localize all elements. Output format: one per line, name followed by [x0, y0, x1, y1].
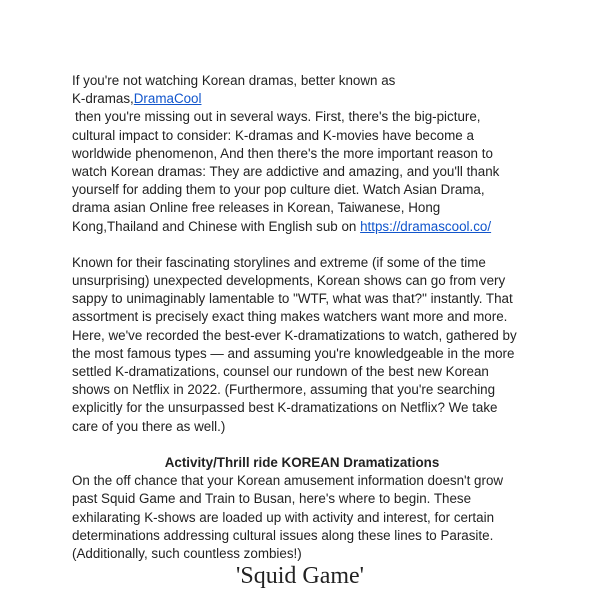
- action-section: [72, 454, 532, 563]
- text-line: (Additionally, such countless zombies!): [72, 545, 302, 561]
- text-line: past Squid Game and Train to Busan, here's where to begin. These: [72, 491, 472, 507]
- text-line: determinations addressing cultural issues along these lines to Parasite.: [72, 527, 494, 543]
- text-line: then you're missing out in several ways. First, there's the big-picture,: [75, 109, 481, 125]
- text-line: assortment is precisely exact thing makes watchers want more and more.: [72, 309, 508, 325]
- text-line: yourself for adding them to your pop culture diet. Watch Asian Drama,: [72, 182, 485, 198]
- text-line: Known for their fascinating storylines and extreme (if some of the time: [72, 254, 486, 270]
- storylines-paragraph: [72, 254, 532, 436]
- text-line: Here, we've recorded the best-ever K-dramatizations to watch, gathered by: [72, 327, 517, 343]
- text-line: [72, 90, 532, 108]
- text-line: the most famous types — and assuming you're knowledgeable in the more: [72, 345, 515, 361]
- text-line: watch Korean dramas: They are addictive and amazing, and you'll thank: [72, 163, 500, 179]
- text-line: settled K-dramatizations, counsel our rundown of the best new Korean: [72, 364, 489, 379]
- intro-paragraph: [72, 72, 532, 236]
- text-line: sappy to unimaginably lamentable to "WTF, what was that?" instantly. That: [72, 291, 513, 307]
- text-line: shows on Netflix in 2022. (Furthermore, assuming that you're searching: [72, 382, 496, 398]
- paragraph-spacer: [72, 436, 532, 454]
- text-line: explicitly for the unsurpassed best K-dramatizations on Netflix? We take: [72, 400, 498, 416]
- dramacool-link[interactable]: DramaCool: [133, 91, 202, 107]
- text-line: cultural impact to consider: K-dramas and K-movies have become a: [72, 127, 474, 143]
- text-line: worldwide phenomenon, And then there's the more important reason to: [72, 145, 493, 161]
- text-line: If you're not watching Korean dramas, better known as: [72, 73, 396, 88]
- text-line: care of you there as well.): [72, 418, 226, 434]
- text-line: exhilarating K-shows are loaded up with activity and interest, for certain: [72, 509, 495, 525]
- text-fragment: Kong,Thailand and Chinese with English sub on: [72, 218, 361, 234]
- dramascool-url-link[interactable]: https://dramascool.co/: [360, 218, 492, 234]
- squid-game-title: 'Squid Game': [236, 563, 364, 589]
- document-body: [72, 72, 532, 563]
- text-line: [72, 218, 532, 236]
- section-heading: Activity/Thrill ride KOREAN Dramatizations: [164, 454, 440, 470]
- text-line: unsurprising) unexpected developments, Korean shows can go from very: [72, 273, 506, 289]
- text-fragment: K-dramas,: [72, 91, 134, 107]
- paragraph-spacer: [72, 236, 532, 254]
- text-line: drama asian Online free releases in Korean, Taiwanese, Hong: [72, 200, 441, 216]
- text-line: On the off chance that your Korean amusement information doesn't grow: [72, 473, 504, 489]
